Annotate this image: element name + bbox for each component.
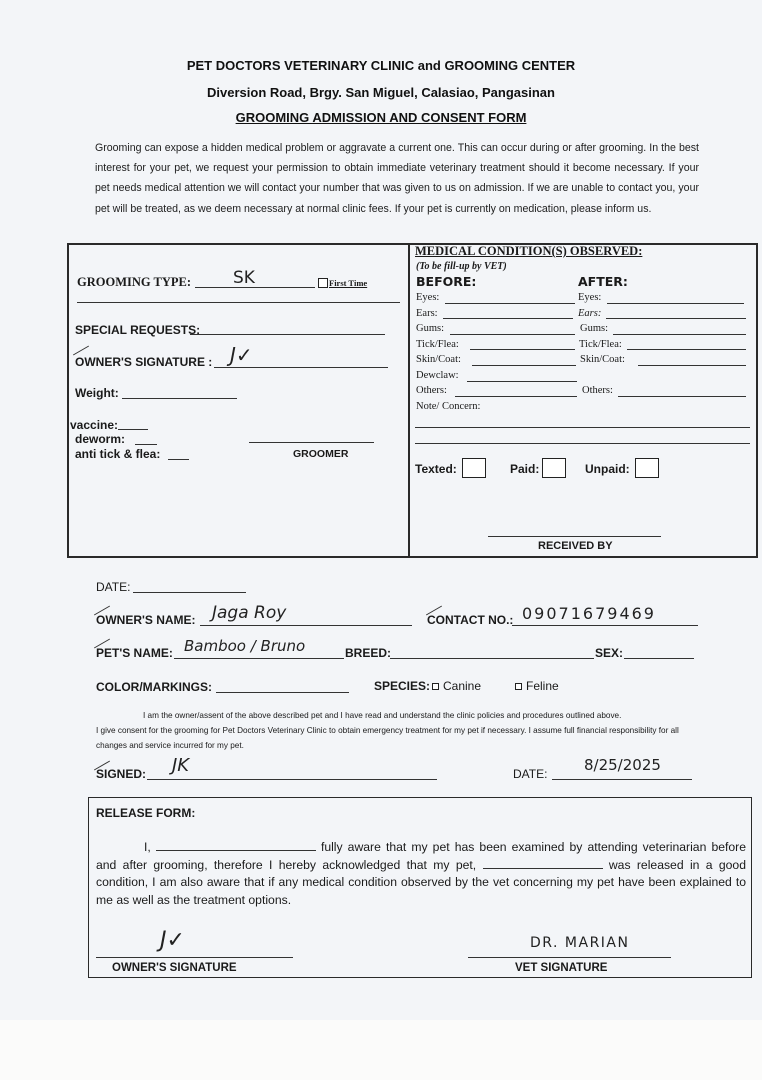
clinic-address: Diversion Road, Brgy. San Miguel, Calasiao, Pangasinan [207,85,555,100]
before-eyes-label: Eyes: [416,292,440,303]
before-ears-field[interactable] [443,318,573,319]
after-skincoat-field[interactable] [638,365,746,366]
signed-label: SIGNED: [96,767,147,781]
owner-name-value: Jaga Roy [212,603,287,623]
special-requests-field[interactable] [190,334,385,335]
pet-name-value: Bamboo / Bruno [184,637,306,655]
deworm-label: deworm: [75,432,126,446]
release-text-middle: fully aware that my pet has been examined by attending veterinarian before and after grooming, therefore I hereby acknowledged that my pet, [96,840,746,872]
note-concern-label: Note/ Concern: [416,401,481,412]
species-canine-label: Canine [443,679,482,693]
unpaid-label: Unpaid: [585,462,630,476]
pet-name-label: PET'S NAME: [96,646,173,660]
sex-label: SEX: [595,646,624,660]
release-form-title: RELEASE FORM: [96,806,196,820]
note-line-1[interactable] [415,427,750,428]
after-label: AFTER: [578,274,628,289]
after-ears-field[interactable] [606,318,746,319]
species-canine-checkbox[interactable] [432,683,439,690]
grooming-medical-box [67,243,758,558]
release-owner-signature-field[interactable] [96,957,293,958]
before-skincoat-label: Skin/Coat: [416,354,461,365]
after-gums-field[interactable] [613,334,746,335]
before-others-field[interactable] [455,396,577,397]
texted-checkbox[interactable] [462,458,486,478]
form-title: GROOMING ADMISSION AND CONSENT FORM [235,110,527,125]
color-markings-label: COLOR/MARKINGS: [96,680,212,694]
medical-title: MEDICAL CONDITION(S) OBSERVED: [415,244,643,258]
before-gums-field[interactable] [450,334,575,335]
before-dewclaw-field[interactable] [467,381,577,382]
before-dewclaw-label: Dewclaw: [416,370,459,381]
owner-signature-value: J✓ [230,343,253,367]
received-by-field[interactable] [488,536,661,537]
grooming-type-label: GROOMING TYPE: [77,275,192,289]
consent-text-rest: I give consent for the grooming for Pet Doctors Veterinary Clinic to obtain emergency treatment for my pet if necessary. I assume full financial responsibility for all changes and service incurred for my pet. [96,726,679,750]
species-label: SPECIES: [374,679,431,693]
after-ears-label: Ears: [578,308,602,319]
intro-paragraph: Grooming can expose a hidden medical problem or aggravate a current one. This can occur during or after grooming. In the best interest for your pet, we request your permission to obtain immediate veterinary treatment should it become necessary. If your pet needs medical attention we will contact your number that was given to us on admission. If we are unable to contact you, your pet will be treated, as we deem necessary at normal clinic fees. If your pet is currently on medication, please inform us. [95,142,699,215]
signed-field[interactable] [147,779,437,780]
weight-label: Weight: [75,386,119,400]
before-tickflea-field[interactable] [470,349,575,350]
contact-label: CONTACT NO.: [427,613,514,627]
owner-name-field[interactable] [200,625,412,626]
species-feline-label: Feline [526,679,559,693]
first-time-label: First Time [329,278,368,288]
vet-signature-label: VET SIGNATURE [515,962,608,974]
paid-label: Paid: [510,462,540,476]
after-others-field[interactable] [618,396,746,397]
release-form-text [96,839,746,909]
date-field[interactable] [133,592,246,593]
first-time-checkbox[interactable] [318,278,328,288]
owner-signature-label: OWNER'S SIGNATURE : [75,355,213,369]
release-text-end: was released in a good condition, I am also aware that if any medical condition observed by the vet concerning my pet have been explained to me as well as the treatment options. [96,857,746,907]
received-by-label: RECEIVED BY [538,540,613,552]
weight-field[interactable] [122,398,237,399]
texted-label: Texted: [415,462,457,476]
medical-subtitle: (To be fill-up by VET) [416,261,507,272]
anti-tick-field[interactable] [168,459,189,460]
scanner-bed-margin [0,1020,762,1080]
after-tickflea-label: Tick/Flea: [579,339,622,350]
before-eyes-field[interactable] [445,303,575,304]
grooming-type-value: SK [233,268,255,288]
unpaid-checkbox[interactable] [635,458,659,478]
owner-signature-field[interactable] [214,367,388,368]
special-requests-label: SPECIAL REQUESTS: [75,323,201,337]
before-skincoat-field[interactable] [472,365,576,366]
owner-name-label: OWNER'S NAME: [96,613,196,627]
grooming-type-field[interactable] [195,287,315,288]
date-label: DATE: [96,580,131,594]
note-line-2[interactable] [415,443,750,444]
deworm-field[interactable] [135,444,157,445]
after-tickflea-field[interactable] [627,349,746,350]
contact-value: 09071679469 [522,604,656,623]
breed-label: BREED: [345,646,392,660]
after-gums-label: Gums: [580,323,609,334]
before-gums-label: Gums: [416,323,445,334]
paid-checkbox[interactable] [542,458,566,478]
groomer-label: GROOMER [293,448,349,460]
sex-field[interactable] [624,658,694,659]
release-owner-signature-value: J✓ [160,928,185,953]
release-text-i: I, [144,840,151,854]
before-label: BEFORE: [416,274,477,289]
after-eyes-label: Eyes: [578,292,602,303]
groomer-signature-field[interactable] [249,442,374,443]
breed-field[interactable] [390,658,594,659]
consent-date-value: 8/25/2025 [584,756,661,774]
before-ears-label: Ears: [416,308,438,319]
pet-name-field[interactable] [174,658,344,659]
after-others-label: Others: [582,385,613,396]
consent-text-line1: I am the owner/assent of the above described pet and I have read and understand the clinic policies and procedures outlined above. [143,711,622,720]
color-markings-field[interactable] [216,692,349,693]
release-owner-name-field[interactable] [156,840,316,851]
consent-date-label: DATE: [513,767,548,781]
release-pet-name-field[interactable] [483,858,603,869]
vet-signature-field[interactable] [468,957,671,958]
vaccine-label: vaccine: [70,418,119,432]
release-owner-signature-label: OWNER'S SIGNATURE [112,962,237,974]
species-feline-checkbox[interactable] [515,683,522,690]
consent-date-field[interactable] [552,779,692,780]
grooming-type-extra-line[interactable] [77,302,400,303]
box-divider [408,243,410,558]
after-eyes-field[interactable] [607,303,744,304]
vaccine-field[interactable] [118,429,148,430]
clinic-name: PET DOCTORS VETERINARY CLINIC and GROOMING CENTER [186,58,576,73]
before-tickflea-label: Tick/Flea: [416,339,459,350]
anti-tick-label: anti tick & flea: [75,447,161,461]
signed-value: JK [172,755,190,776]
before-others-label: Others: [416,385,447,396]
vet-signature-value: DR. MARIAN [530,935,630,951]
after-skincoat-label: Skin/Coat: [580,354,625,365]
contact-field[interactable] [512,625,698,626]
